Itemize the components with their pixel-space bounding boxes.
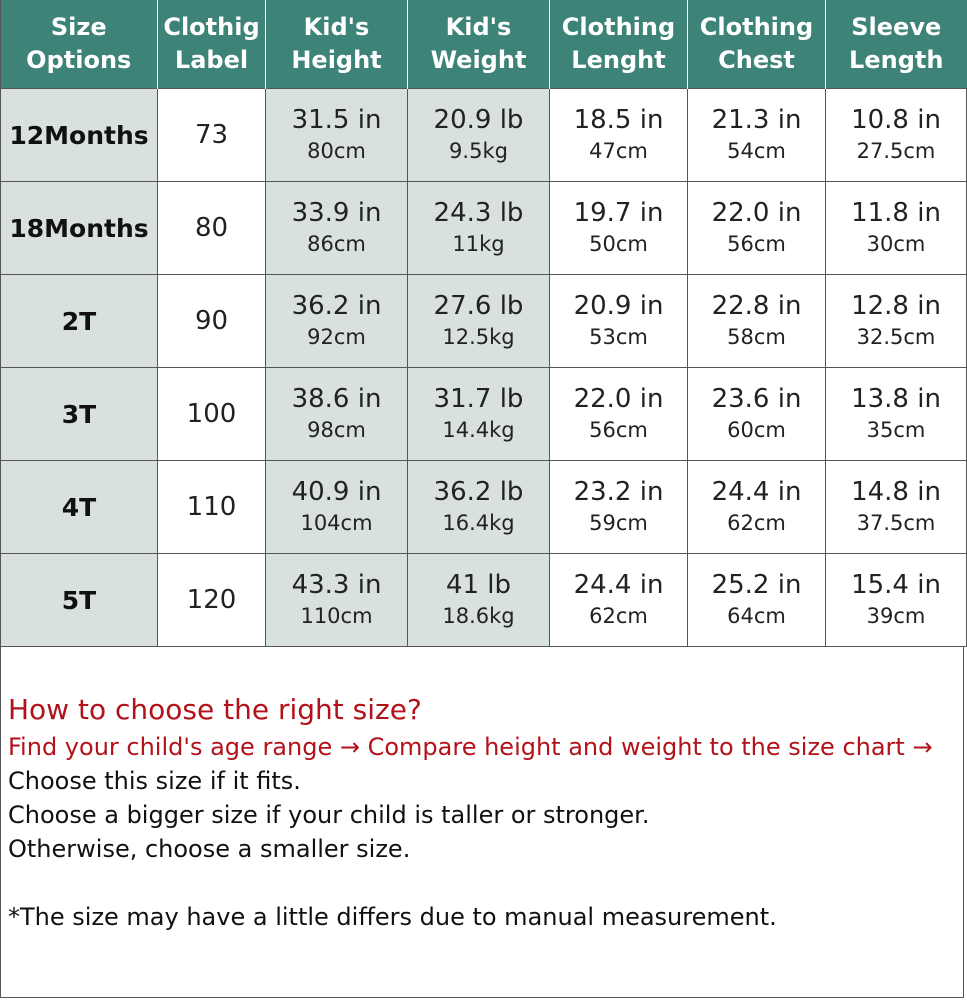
length-cell: 20.9 in 53cm — [550, 275, 688, 368]
length-cell: 18.5 in 47cm — [550, 89, 688, 182]
height-cell: 38.6 in 98cm — [266, 368, 408, 461]
size-option-cell: 5T — [1, 554, 158, 647]
chest-cell: 21.3 in 54cm — [688, 89, 826, 182]
header-sleeve-length: Sleeve Length — [826, 0, 967, 89]
height-cell: 33.9 in 86cm — [266, 182, 408, 275]
header-kids-weight: Kid's Weight — [408, 0, 550, 89]
sleeve-cell: 11.8 in 30cm — [826, 182, 967, 275]
table-header-row — [1, 0, 967, 89]
size-guide-title: How to choose the right size? — [8, 693, 422, 726]
clothing-label-cell: 120 — [158, 554, 266, 647]
weight-cell: 41 lb 18.6kg — [408, 554, 550, 647]
clothing-label-cell: 73 — [158, 89, 266, 182]
size-option-cell: 3T — [1, 368, 158, 461]
clothing-label-cell: 110 — [158, 461, 266, 554]
size-option-cell: 2T — [1, 275, 158, 368]
height-cell: 36.2 in 92cm — [266, 275, 408, 368]
length-cell: 19.7 in 50cm — [550, 182, 688, 275]
chest-cell: 25.2 in 64cm — [688, 554, 826, 647]
size-guide-line: Choose this size if it fits. — [8, 767, 301, 795]
table-row — [1, 182, 967, 275]
table-row — [1, 368, 967, 461]
header-clothing-length: Clothing Lenght — [550, 0, 688, 89]
height-cell: 40.9 in 104cm — [266, 461, 408, 554]
height-cell: 43.3 in 110cm — [266, 554, 408, 647]
header-kids-height: Kid's Height — [266, 0, 408, 89]
header-size-options: Size Options — [1, 0, 158, 89]
size-option-cell: 18Months — [1, 182, 158, 275]
sleeve-cell: 15.4 in 39cm — [826, 554, 967, 647]
length-cell: 24.4 in 62cm — [550, 554, 688, 647]
chest-cell: 24.4 in 62cm — [688, 461, 826, 554]
height-cell: 31.5 in 80cm — [266, 89, 408, 182]
header-clothing-chest: Clothing Chest — [688, 0, 826, 89]
sleeve-cell: 10.8 in 27.5cm — [826, 89, 967, 182]
size-option-cell: 4T — [1, 461, 158, 554]
size-guide-line: Otherwise, choose a smaller size. — [8, 835, 411, 863]
table-row — [1, 275, 967, 368]
weight-cell: 27.6 lb 12.5kg — [408, 275, 550, 368]
measurement-disclaimer: *The size may have a little differs due to manual measurement. — [8, 903, 777, 931]
clothing-label-cell: 80 — [158, 182, 266, 275]
length-cell: 23.2 in 59cm — [550, 461, 688, 554]
size-option-cell: 12Months — [1, 89, 158, 182]
sleeve-cell: 14.8 in 37.5cm — [826, 461, 967, 554]
size-guide-notes — [8, 690, 958, 934]
table-row — [1, 461, 967, 554]
weight-cell: 31.7 lb 14.4kg — [408, 368, 550, 461]
table-row — [1, 554, 967, 647]
header-clothing-label: Clothig Label — [158, 0, 266, 89]
clothing-label-cell: 90 — [158, 275, 266, 368]
weight-cell: 36.2 lb 16.4kg — [408, 461, 550, 554]
length-cell: 22.0 in 56cm — [550, 368, 688, 461]
size-guide-line: Choose a bigger size if your child is taller or stronger. — [8, 801, 650, 829]
chest-cell: 23.6 in 60cm — [688, 368, 826, 461]
size-guide-steps: Find your child's age range → Compare height and weight to the size chart → — [8, 733, 933, 761]
clothing-label-cell: 100 — [158, 368, 266, 461]
table-row — [1, 89, 967, 182]
spacer — [8, 866, 958, 900]
sleeve-cell: 13.8 in 35cm — [826, 368, 967, 461]
chest-cell: 22.8 in 58cm — [688, 275, 826, 368]
chest-cell: 22.0 in 56cm — [688, 182, 826, 275]
weight-cell: 20.9 lb 9.5kg — [408, 89, 550, 182]
sleeve-cell: 12.8 in 32.5cm — [826, 275, 967, 368]
weight-cell: 24.3 lb 11kg — [408, 182, 550, 275]
